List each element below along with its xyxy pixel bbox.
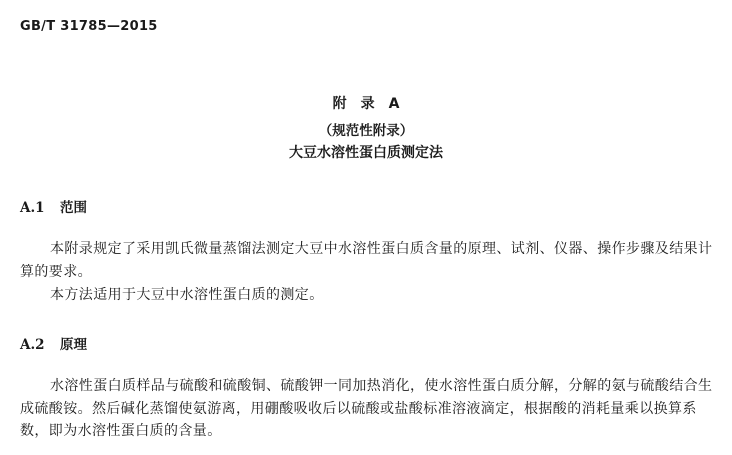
paragraph-applicability: 本方法适用于大豆中水溶性蛋白质的测定。 [50, 287, 324, 303]
section-heading-a1 [20, 196, 87, 216]
section-number: A.1 [20, 200, 45, 216]
paragraph-scope: 本附录规定了采用凯氏微量蒸馏法测定大豆中水溶性蛋白质含量的原理、试剂、仪器、操作步骤及结果计算的要求。 [20, 241, 713, 280]
section-heading-a2 [20, 333, 87, 353]
section-title: 原理 [60, 337, 87, 353]
section-title: 范围 [60, 200, 87, 216]
appendix-label: 附 录 A [332, 96, 400, 112]
standard-code: GB/T 31785—2015 [20, 19, 158, 34]
appendix-type: （规范性附录） [318, 123, 414, 139]
section-number: A.2 [20, 337, 45, 353]
paragraph-principle: 水溶性蛋白质样品与硫酸和硫酸铜、硫酸钾一同加热消化，使水溶性蛋白质分解，分解的氨与硫酸结合生成硫酸铵。然后碱化蒸馏使氨游离，用硼酸吸收后以硫酸或盐酸标准溶液滴定，根据酸的消耗量乘以换算系数，即为水溶性蛋白质的含量。 [20, 378, 713, 439]
appendix-title: 大豆水溶性蛋白质测定法 [289, 145, 443, 161]
